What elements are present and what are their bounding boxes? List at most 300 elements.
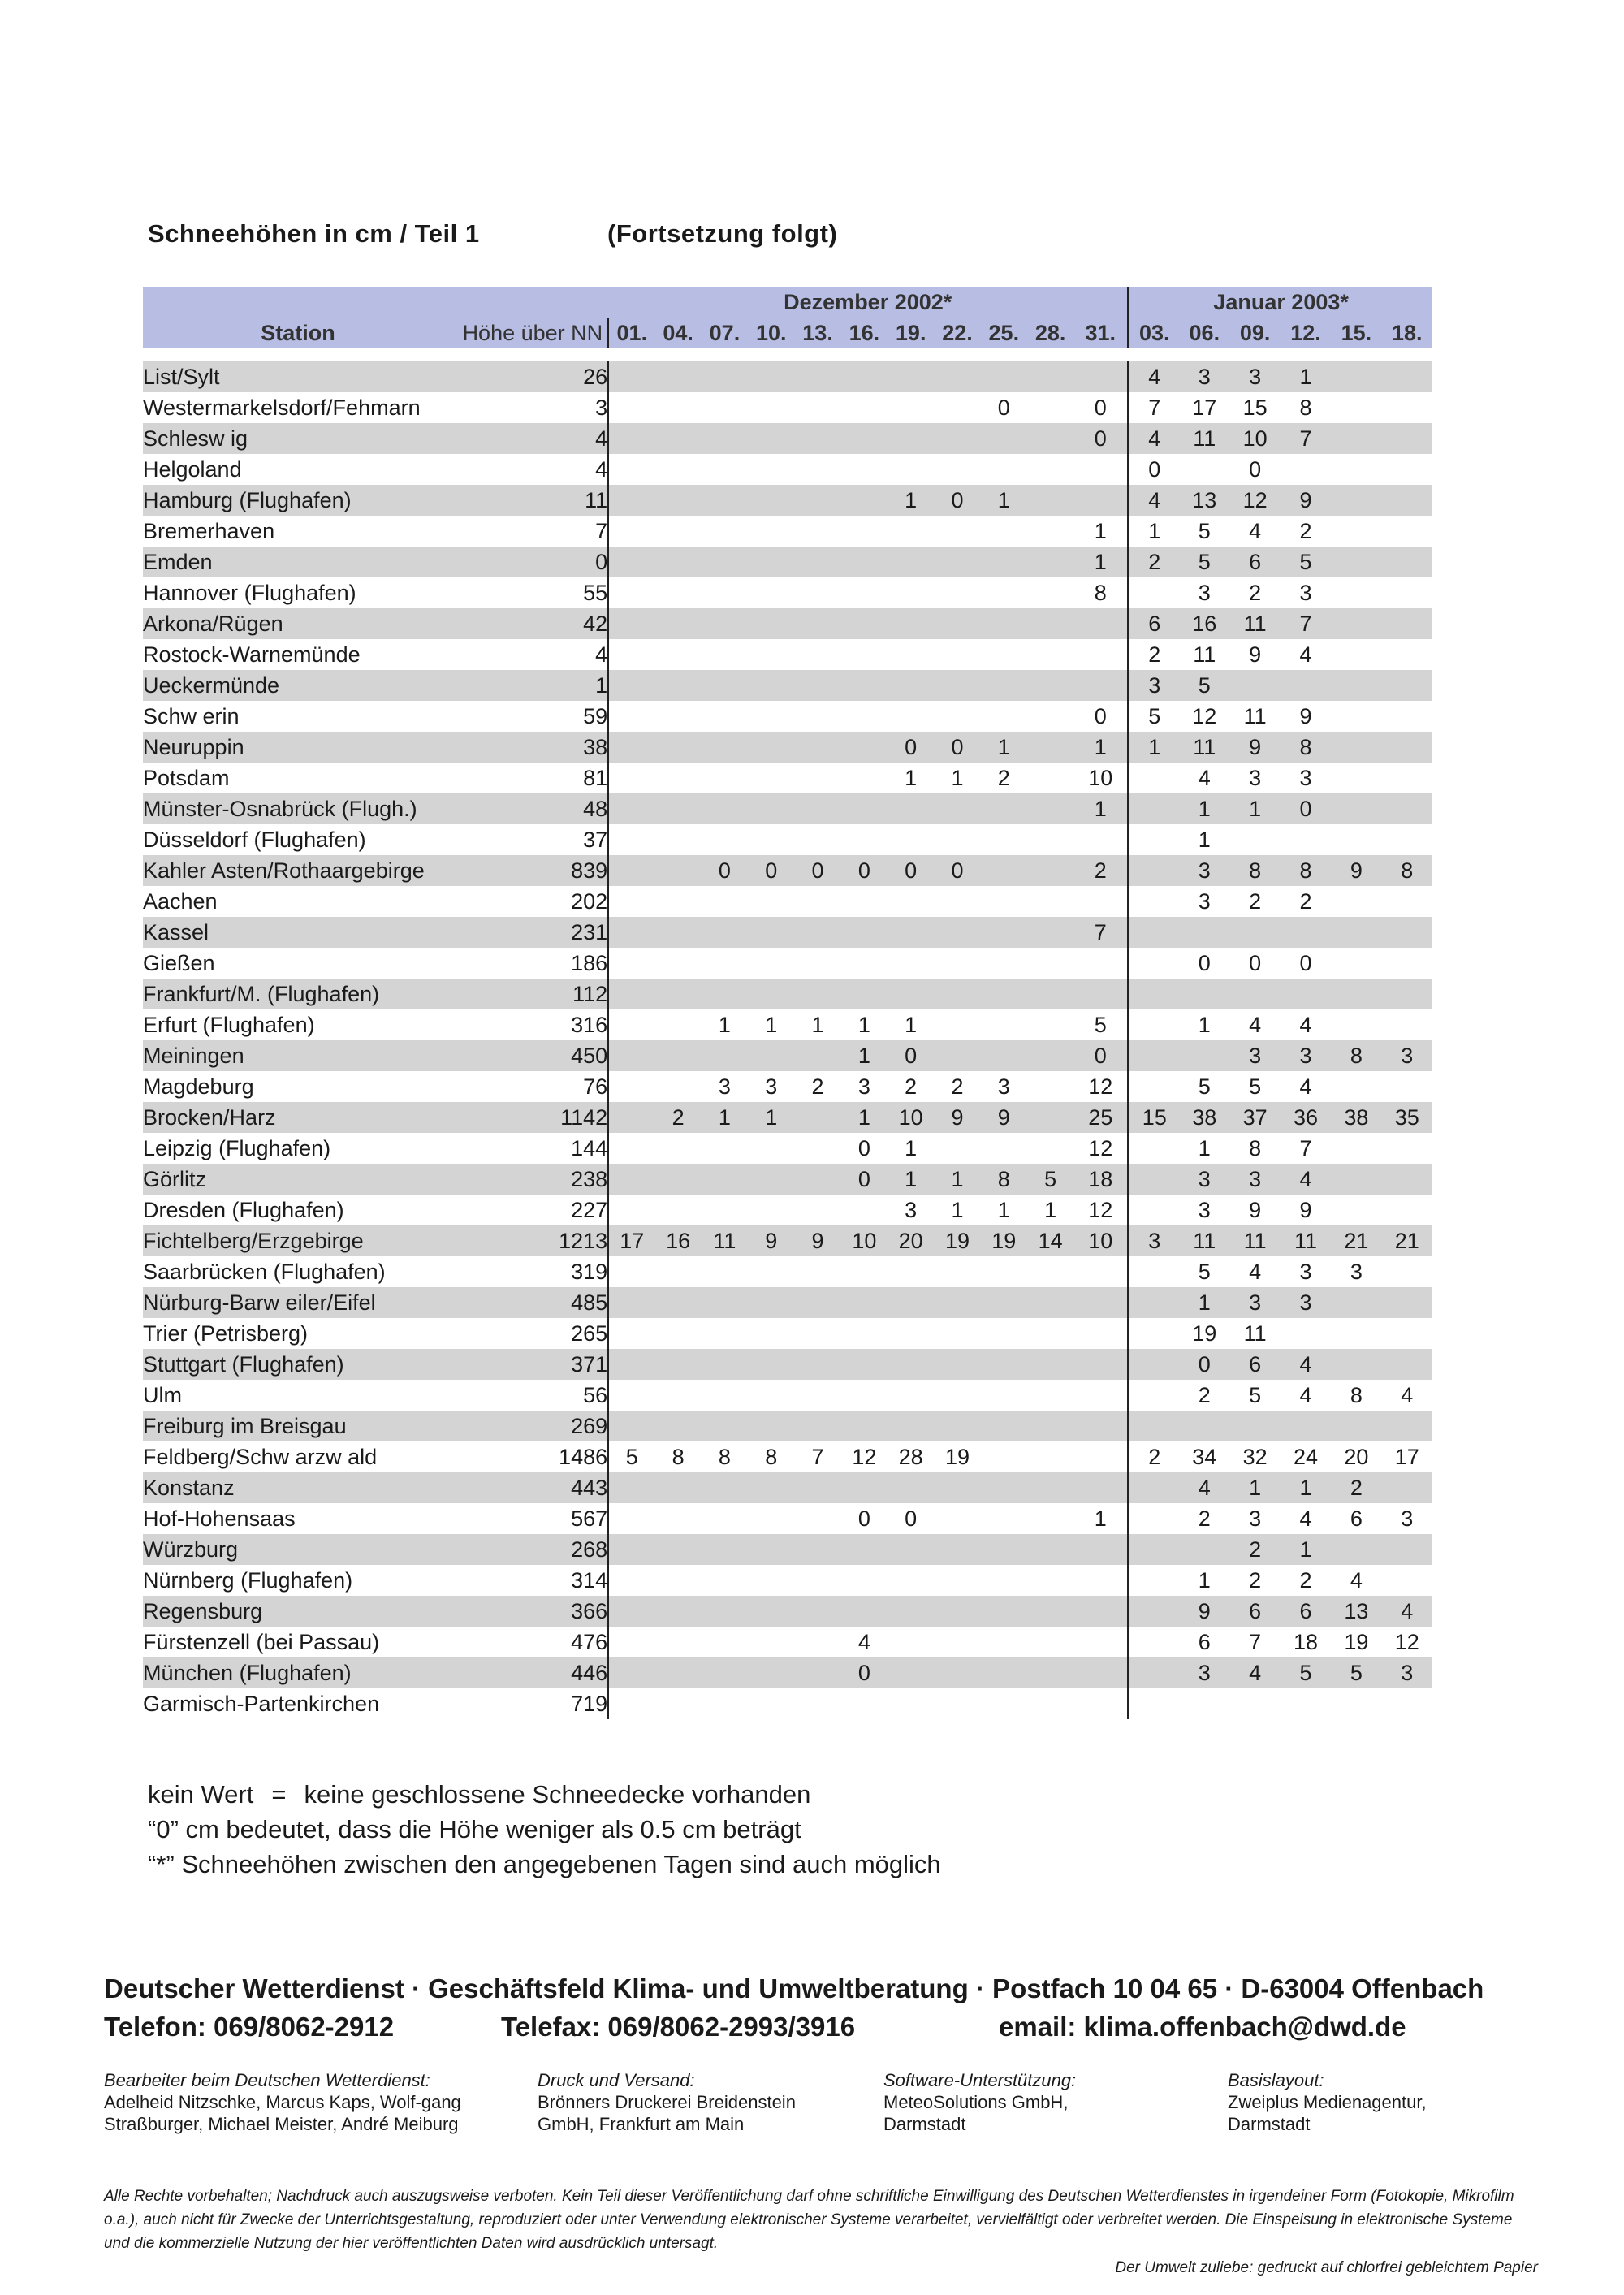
snow-depth-dec: [888, 361, 934, 392]
snow-depth-dec: 1: [888, 1164, 934, 1195]
snow-depth-dec: [1027, 855, 1073, 886]
snow-depth-dec: [934, 1688, 980, 1719]
snow-depth-dec: 0: [888, 1040, 934, 1071]
snow-depth-dec: [702, 1565, 748, 1596]
snow-depth-dec: [794, 1596, 840, 1627]
snow-depth-dec: 9: [794, 1225, 840, 1256]
snow-depth-dec: [841, 423, 888, 454]
snow-depth-dec: [702, 1133, 748, 1164]
snow-depth-dec: [794, 1380, 840, 1411]
footer-organization: Deutscher Wetterdienst · Geschäftsfeld Klima- und Umweltberatung · Postfach 10 04 65 · D-63004 Offenbach: [104, 1973, 1484, 2003]
snow-depth-dec: [748, 1534, 794, 1565]
snow-depth-dec: [654, 1380, 701, 1411]
snow-depth-dec: 0: [841, 1133, 888, 1164]
station-name: Saarbrücken (Flughafen): [143, 1256, 453, 1287]
snow-depth-jan: 5: [1179, 670, 1229, 701]
snow-depth-dec: [1027, 670, 1073, 701]
snow-depth-dec: [608, 454, 654, 485]
snow-depth-dec: [608, 1164, 654, 1195]
snow-depth-dec: [794, 1565, 840, 1596]
snow-depth-jan: 2: [1179, 1503, 1229, 1534]
spacer-row: [143, 348, 1432, 361]
snow-depth-dec: [934, 577, 980, 608]
snow-depth-dec: [1027, 1287, 1073, 1318]
snow-depth-dec: [654, 948, 701, 979]
snow-depth-jan: 2: [1179, 1380, 1229, 1411]
snow-depth-dec: [608, 1472, 654, 1503]
snow-depth-jan: 4: [1281, 1503, 1331, 1534]
snow-depth-dec: [888, 1411, 934, 1441]
snow-depth-dec: [702, 1195, 748, 1225]
station-row: [143, 1596, 1432, 1627]
snow-depth-dec: [654, 547, 701, 577]
snow-depth-dec: [1073, 1534, 1129, 1565]
snow-depth-dec: [888, 608, 934, 639]
station-elevation: 1: [453, 670, 608, 701]
snow-depth-jan: 35: [1382, 1102, 1432, 1133]
snow-depth-dec: [608, 392, 654, 423]
snow-depth-dec: [981, 454, 1027, 485]
snow-depth-jan: [1129, 1380, 1179, 1411]
snow-depth-dec: [841, 577, 888, 608]
station-name: Frankfurt/M. (Flughafen): [143, 979, 453, 1009]
snow-depth-dec: [608, 948, 654, 979]
snow-depth-dec: [702, 670, 748, 701]
snow-depth-jan: 6: [1281, 1596, 1331, 1627]
snow-depth-dec: [702, 1472, 748, 1503]
snow-depth-dec: [608, 1503, 654, 1534]
snow-depth-jan: 5: [1179, 547, 1229, 577]
snow-depth-jan: [1129, 1256, 1179, 1287]
snow-depth-jan: 3: [1179, 577, 1229, 608]
snow-depth-dec: [841, 392, 888, 423]
snow-depth-dec: [1027, 516, 1073, 547]
snow-depth-dec: [934, 886, 980, 917]
snow-depth-jan: 11: [1179, 1225, 1229, 1256]
snow-depth-dec: 0: [841, 1503, 888, 1534]
snow-depth-jan: 8: [1281, 732, 1331, 763]
station-elevation: 476: [453, 1627, 608, 1658]
station-row: [143, 1195, 1432, 1225]
snow-depth-jan: 4: [1382, 1596, 1432, 1627]
snow-depth-dec: [794, 1503, 840, 1534]
snow-depth-dec: 5: [1073, 1009, 1129, 1040]
snow-depth-jan: [1179, 454, 1229, 485]
station-elevation: 186: [453, 948, 608, 979]
snow-depth-jan: 6: [1179, 1627, 1229, 1658]
snow-depth-dec: [608, 1627, 654, 1658]
snow-depth-dec: 11: [702, 1225, 748, 1256]
station-elevation: 231: [453, 917, 608, 948]
snow-depth-dec: [981, 1349, 1027, 1380]
snow-depth-dec: [794, 793, 840, 824]
snow-depth-dec: [654, 855, 701, 886]
snow-depth-dec: 1: [841, 1009, 888, 1040]
snow-depth-dec: [888, 577, 934, 608]
station-row: [143, 1225, 1432, 1256]
snow-depth-jan: [1331, 1688, 1381, 1719]
snow-depth-jan: 2: [1129, 1441, 1179, 1472]
snow-depth-dec: [748, 824, 794, 855]
station-name: Neuruppin: [143, 732, 453, 763]
snow-depth-dec: [841, 361, 888, 392]
legend-line-1: [148, 1777, 941, 1812]
snow-depth-dec: 1: [748, 1009, 794, 1040]
snow-depth-dec: [841, 1256, 888, 1287]
snow-depth-jan: 1: [1281, 361, 1331, 392]
snow-depth-jan: [1129, 1071, 1179, 1102]
snow-depth-dec: [702, 547, 748, 577]
snow-depth-dec: [608, 577, 654, 608]
station-row: [143, 1256, 1432, 1287]
credit-layout-title: Basislayout:: [1228, 2070, 1324, 2090]
snow-depth-dec: [1073, 948, 1129, 979]
station-elevation: 42: [453, 608, 608, 639]
snow-depth-jan: 3: [1229, 1503, 1280, 1534]
snow-depth-dec: [748, 1688, 794, 1719]
snow-depth-dec: [702, 824, 748, 855]
station-name: Arkona/Rügen: [143, 608, 453, 639]
snow-depth-dec: [934, 670, 980, 701]
snow-depth-jan: [1331, 1009, 1381, 1040]
station-elevation: 3: [453, 392, 608, 423]
station-name: Münster-Osnabrück (Flugh.): [143, 793, 453, 824]
snow-depth-dec: [794, 763, 840, 793]
footer-phone: Telefon: 069/8062-2912: [104, 2012, 395, 2042]
snow-depth-dec: 12: [841, 1441, 888, 1472]
snow-depth-jan: 4: [1229, 516, 1280, 547]
snow-depth-jan: [1382, 1688, 1432, 1719]
station-name: Garmisch-Partenkirchen: [143, 1688, 453, 1719]
snow-depth-dec: 1: [981, 1195, 1027, 1225]
snow-depth-dec: 0: [1073, 701, 1129, 732]
snow-depth-dec: [981, 1472, 1027, 1503]
snow-depth-dec: [981, 516, 1027, 547]
station-elevation: 1142: [453, 1102, 608, 1133]
snow-depth-jan: [1129, 1287, 1179, 1318]
station-row: [143, 1534, 1432, 1565]
snow-depth-dec: [981, 1596, 1027, 1627]
snow-depth-dec: [1073, 1256, 1129, 1287]
snow-depth-jan: [1382, 1287, 1432, 1318]
station-elevation: 48: [453, 793, 608, 824]
station-row: [143, 608, 1432, 639]
snow-depth-dec: [1027, 1349, 1073, 1380]
station-name: Potsdam: [143, 763, 453, 793]
snow-depth-dec: [654, 639, 701, 670]
snow-depth-dec: [702, 1349, 748, 1380]
snow-depth-dec: [934, 361, 980, 392]
snow-depth-dec: 0: [934, 732, 980, 763]
snow-depth-jan: 1: [1229, 793, 1280, 824]
snow-depth-dec: [1027, 1411, 1073, 1441]
station-elevation: 567: [453, 1503, 608, 1534]
snow-depth-dec: [654, 1688, 701, 1719]
snow-depth-jan: [1229, 979, 1280, 1009]
snow-depth-dec: [702, 1318, 748, 1349]
snow-depth-dec: 17: [608, 1225, 654, 1256]
snow-depth-dec: [748, 547, 794, 577]
snow-depth-jan: [1382, 1256, 1432, 1287]
station-name: Leipzig (Flughafen): [143, 1133, 453, 1164]
snow-depth-dec: [888, 1256, 934, 1287]
snow-depth-jan: 3: [1179, 1164, 1229, 1195]
snow-depth-dec: [794, 1256, 840, 1287]
snow-depth-dec: 1: [702, 1009, 748, 1040]
snow-depth-dec: [981, 1658, 1027, 1688]
station-elevation: 268: [453, 1534, 608, 1565]
snow-depth-jan: 3: [1179, 855, 1229, 886]
snow-depth-jan: 2: [1229, 886, 1280, 917]
snow-depth-dec: [1027, 485, 1073, 516]
snow-depth-jan: 21: [1382, 1225, 1432, 1256]
snow-depth-dec: 16: [654, 1225, 701, 1256]
station-elevation: 37: [453, 824, 608, 855]
snow-depth-jan: [1331, 1164, 1381, 1195]
station-name: Stuttgart (Flughafen): [143, 1349, 453, 1380]
snow-depth-jan: 3: [1382, 1658, 1432, 1688]
snow-depth-dec: [841, 547, 888, 577]
snow-depth-dec: [981, 1133, 1027, 1164]
snow-depth-dec: [1073, 1349, 1129, 1380]
snow-depth-jan: 6: [1229, 1349, 1280, 1380]
snow-depth-dec: 0: [934, 855, 980, 886]
snow-depth-dec: [1073, 1596, 1129, 1627]
snow-depth-dec: 19: [934, 1441, 980, 1472]
snow-depth-jan: 3: [1229, 1164, 1280, 1195]
snow-depth-jan: 4: [1129, 423, 1179, 454]
snow-depth-jan: 11: [1229, 608, 1280, 639]
snow-depth-dec: 9: [981, 1102, 1027, 1133]
snow-depth-jan: 21: [1331, 1225, 1381, 1256]
station-name: Freiburg im Breisgau: [143, 1411, 453, 1441]
snow-depth-dec: 1: [748, 1102, 794, 1133]
day-header-dec: 25.: [981, 318, 1027, 348]
snow-depth-dec: 10: [841, 1225, 888, 1256]
snow-depth-dec: 12: [1073, 1195, 1129, 1225]
snow-depth-jan: [1331, 917, 1381, 948]
snow-depth-jan: 18: [1281, 1627, 1331, 1658]
snow-depth-dec: [1027, 917, 1073, 948]
snow-depth-dec: 25: [1073, 1102, 1129, 1133]
snow-depth-jan: [1129, 1040, 1179, 1071]
station-elevation: 0: [453, 547, 608, 577]
snow-depth-dec: [981, 886, 1027, 917]
snow-depth-dec: [1073, 361, 1129, 392]
snow-depth-jan: 38: [1179, 1102, 1229, 1133]
snow-depth-jan: 15: [1229, 392, 1280, 423]
snow-depth-dec: [888, 547, 934, 577]
snow-depth-dec: [888, 948, 934, 979]
snow-depth-dec: [794, 608, 840, 639]
legend-equals: =: [271, 1780, 287, 1809]
snow-depth-dec: [934, 608, 980, 639]
snow-depth-dec: [654, 454, 701, 485]
snow-depth-jan: [1229, 670, 1280, 701]
station-row: [143, 547, 1432, 577]
snow-depth-dec: 0: [794, 855, 840, 886]
snow-depth-dec: [1027, 1256, 1073, 1287]
snow-depth-dec: [1073, 1472, 1129, 1503]
snow-depth-dec: [608, 1287, 654, 1318]
snow-depth-dec: [608, 1009, 654, 1040]
station-elevation: 314: [453, 1565, 608, 1596]
snow-depth-dec: [934, 1040, 980, 1071]
snow-depth-dec: [841, 1688, 888, 1719]
snow-depth-jan: 3: [1281, 1040, 1331, 1071]
snow-depth-dec: [1073, 485, 1129, 516]
snow-depth-dec: [608, 701, 654, 732]
station-row: [143, 948, 1432, 979]
snow-depth-jan: 12: [1382, 1627, 1432, 1658]
station-row: [143, 1627, 1432, 1658]
snow-depth-dec: [794, 1688, 840, 1719]
snow-depth-dec: [608, 1133, 654, 1164]
snow-depth-jan: [1382, 392, 1432, 423]
station-elevation: 112: [453, 979, 608, 1009]
station-row: [143, 485, 1432, 516]
snow-depth-dec: [981, 948, 1027, 979]
snow-depth-jan: 6: [1229, 1596, 1280, 1627]
snow-depth-jan: 8: [1281, 392, 1331, 423]
station-elevation: 1213: [453, 1225, 608, 1256]
snow-depth-dec: [794, 392, 840, 423]
snow-depth-jan: 3: [1179, 886, 1229, 917]
snow-depth-jan: [1281, 917, 1331, 948]
snow-depth-dec: 0: [1073, 392, 1129, 423]
snow-depth-dec: [748, 1596, 794, 1627]
snow-depth-dec: [888, 1534, 934, 1565]
snow-depth-jan: 9: [1281, 485, 1331, 516]
credit-print-title: Druck und Versand:: [538, 2070, 695, 2090]
station-name: Dresden (Flughafen): [143, 1195, 453, 1225]
station-elevation: 38: [453, 732, 608, 763]
snow-depth-dec: [748, 361, 794, 392]
snow-depth-dec: [841, 1318, 888, 1349]
snow-depth-jan: [1382, 485, 1432, 516]
snow-depth-jan: [1382, 670, 1432, 701]
snow-depth-jan: 5: [1179, 1256, 1229, 1287]
snow-depth-jan: [1382, 361, 1432, 392]
station-row: [143, 793, 1432, 824]
snow-depth-jan: [1129, 577, 1179, 608]
snow-depth-dec: [1027, 948, 1073, 979]
snow-depth-jan: [1382, 608, 1432, 639]
snow-depth-jan: 4: [1281, 1164, 1331, 1195]
snow-depth-jan: 3: [1281, 577, 1331, 608]
snow-depth-jan: [1382, 701, 1432, 732]
snow-depth-jan: 4: [1129, 361, 1179, 392]
station-name: Trier (Petrisberg): [143, 1318, 453, 1349]
snow-depth-jan: 11: [1229, 701, 1280, 732]
snow-depth-dec: [934, 1411, 980, 1441]
snow-depth-jan: [1331, 732, 1381, 763]
snow-depth-dec: [748, 1472, 794, 1503]
snow-depth-dec: [654, 485, 701, 516]
snow-depth-jan: 4: [1229, 1009, 1280, 1040]
snow-depth-dec: 0: [841, 855, 888, 886]
snow-depth-dec: [654, 1534, 701, 1565]
snow-depth-dec: [702, 1658, 748, 1688]
snow-depth-jan: 17: [1179, 392, 1229, 423]
snow-depth-jan: [1129, 1009, 1179, 1040]
snow-depth-dec: 1: [841, 1040, 888, 1071]
snow-depth-dec: [841, 732, 888, 763]
snow-depth-dec: [702, 732, 748, 763]
snow-depth-jan: 2: [1229, 1534, 1280, 1565]
snow-depth-jan: 19: [1331, 1627, 1381, 1658]
snow-depth-dec: [608, 917, 654, 948]
snow-depth-jan: 8: [1229, 855, 1280, 886]
snow-depth-dec: [1027, 1627, 1073, 1658]
snow-depth-dec: [934, 1287, 980, 1318]
snow-depth-jan: [1129, 1133, 1179, 1164]
footer-fax: Telefax: 069/8062-2993/3916: [501, 2012, 856, 2042]
snow-depth-jan: 2: [1229, 577, 1280, 608]
snow-depth-dec: [608, 423, 654, 454]
snow-depth-jan: 16: [1179, 608, 1229, 639]
snow-depth-jan: 3: [1229, 1287, 1280, 1318]
snow-depth-dec: [934, 793, 980, 824]
snow-depth-dec: [608, 1596, 654, 1627]
snow-depth-dec: [934, 1380, 980, 1411]
station-row: [143, 1133, 1432, 1164]
snow-depth-jan: [1129, 1472, 1179, 1503]
snow-depth-jan: [1281, 670, 1331, 701]
snow-depth-dec: [608, 886, 654, 917]
snow-depth-jan: [1129, 886, 1179, 917]
snow-depth-jan: [1179, 979, 1229, 1009]
snow-depth-dec: [841, 670, 888, 701]
snow-depth-dec: [888, 1658, 934, 1688]
credit-software-text: MeteoSolutions GmbH, Darmstadt: [883, 2092, 1069, 2134]
snow-depth-dec: [748, 1380, 794, 1411]
snow-depth-dec: [608, 1318, 654, 1349]
snow-depth-dec: [1073, 824, 1129, 855]
snow-depth-jan: [1331, 1349, 1381, 1380]
station-name: Emden: [143, 547, 453, 577]
snow-depth-dec: [1027, 1009, 1073, 1040]
snow-depth-jan: 7: [1281, 423, 1331, 454]
snow-depth-dec: [608, 1040, 654, 1071]
snow-depth-dec: [608, 1658, 654, 1688]
snow-depth-dec: 8: [1073, 577, 1129, 608]
snow-depth-dec: 2: [1073, 855, 1129, 886]
snow-depth-dec: [1027, 1596, 1073, 1627]
snow-depth-dec: [888, 793, 934, 824]
snow-depth-jan: 9: [1281, 701, 1331, 732]
snow-depth-dec: [1073, 1411, 1129, 1441]
snow-depth-jan: 11: [1281, 1225, 1331, 1256]
snow-depth-dec: [1073, 1287, 1129, 1318]
snow-depth-dec: [608, 670, 654, 701]
snow-depth-dec: [841, 979, 888, 1009]
snow-depth-dec: [1027, 1565, 1073, 1596]
snow-depth-dec: [1073, 639, 1129, 670]
snow-depth-dec: [608, 639, 654, 670]
snow-depth-jan: [1129, 1565, 1179, 1596]
snow-depth-dec: [981, 608, 1027, 639]
snow-depth-dec: 8: [748, 1441, 794, 1472]
station-elevation: 1486: [453, 1441, 608, 1472]
snow-depth-dec: [1027, 392, 1073, 423]
snow-depth-jan: 9: [1229, 639, 1280, 670]
snow-depth-dec: 7: [794, 1441, 840, 1472]
footer-email[interactable]: email: klima.offenbach@dwd.de: [999, 2012, 1406, 2042]
station-row: [143, 979, 1432, 1009]
snow-depth-dec: [841, 1472, 888, 1503]
snow-depth-dec: [794, 1133, 840, 1164]
